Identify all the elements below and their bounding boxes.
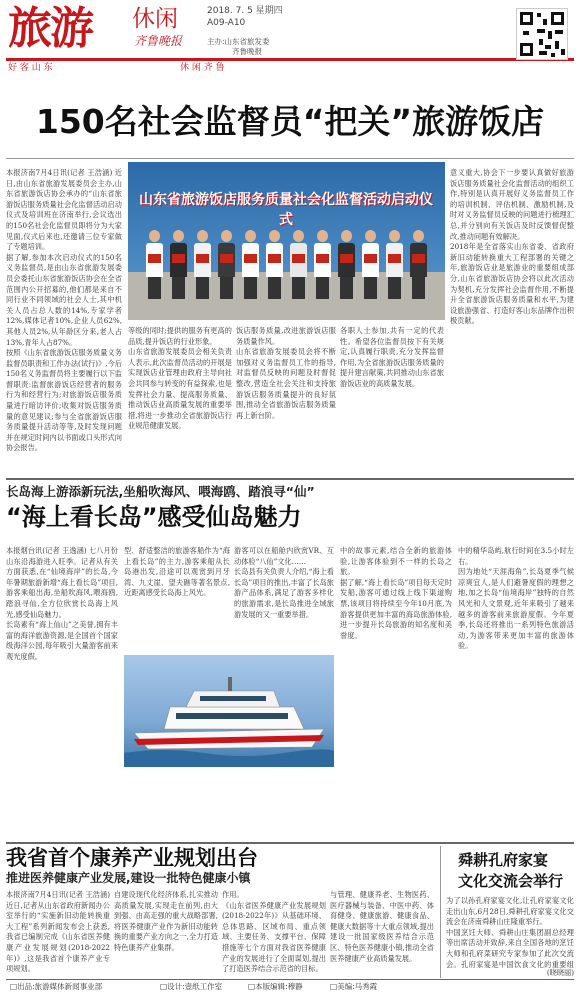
story2-column-3: 游客可以在船舱内欣赏VR、互动体验“八仙”文化…… 长岛县有关负责人介绍,“海上看长岛”项目的推出,丰富了长岛旅游产品体系,满足了游客多样化的旅游需求,是长岛推进全域旅游发展的又一重要举措。 <box>234 546 334 619</box>
event-banner: 山东省旅游饭店服务质量社会化监督活动启动仪式 <box>139 192 433 228</box>
story1-column-4: 各职人士参加,共有一定的代表性。希望各位监督员按下有关规定,认真履行职责,充分发挥监督作用,为全省旅游饭店服务质量的提升建言献策,共同推动山东省旅游饭店业的高质量发展。 <box>340 326 444 388</box>
story2-column-1: 本报烟台讯(记者 王逸涵) 七八月份山东沿海游进入旺季。记者从有关方面获悉,在“仙境海岸”的长岛,今年暑期旅游新增“海上看长岛”项目,游客乘船出海,坐船吹海风,喂海鸥,踏浪寻仙,全方位欣赏长岛海上风光,感受仙岛魅力。 长岛素有“海上仙山”之美誉,拥有丰富的海洋旅游资源,是全国首个国家级海洋公园,每年吸引大量游客前来观光度假。 <box>6 546 118 661</box>
story1-headline: 150名社会监督员“把关”旅游饭店 <box>35 102 545 141</box>
qr-code <box>516 8 568 60</box>
story2-ship-photo <box>124 655 334 767</box>
story4-byline: (晓晓丽) <box>546 968 574 977</box>
footer-editor: □本版编辑:穆静 <box>248 982 303 991</box>
footer-producer: □出品:旅游媒体新闻事业部 <box>10 982 103 991</box>
story1-column-2: 等级的同时;提供的服务有更高的品质,提升饭店的行业形象。 山东省旅游发展委员会相关负责人表示,此次监督员活动的开展是实现饭店业管理由政府主导向社会共同参与转变的有益探索,也是发挥社会力量、提高服务质量、推动饭店业高质量发展的重要举措,将进一步推动全省旅游饭店行业规范健康发展。 <box>128 326 232 431</box>
brand-logo: 齐鲁晚报 <box>134 34 183 48</box>
story3-column-2: 自建设现代化经济体系,扎实推动高质量发展,实现走在前列,由大到强、由高走强的重大战略部署,将医养健康产业作为新旧动能转换的重要产业方向之一,全力打造特色康养产业集群。 <box>114 890 218 952</box>
masthead-title: 旅游 <box>8 3 92 54</box>
page-numbers: A09-A10 <box>207 18 246 28</box>
story2-headline: “海上看长岛”感受仙岛魅力 <box>6 503 302 531</box>
story4-body: 为了以孙孔府家宴文化,让孔府家宴文化走出山东,6月28日,舜耕孔府家宴文化交流会在济南舜耕山庄隆重举行。 中国烹饪大师、舜耕山庄集团副总经理等出席活动并致辞,来自全国各地的烹饪大师和孔府菜研究专家参加了此次交流会。孔府家宴是中国饮食文化的重要组 <box>446 896 574 968</box>
footer-rule <box>6 979 574 980</box>
story4-headline-line1: 舜耕孔府家宴 <box>458 851 549 869</box>
story3-column-3: 作用。 《山东省医养健康产业发展规划(2018-2022年)》从基础环境、总体思路、区域布局、重点领域、主要任务、支撑平台、保障措施等七个方面对我省医养健康产业的发展进行了全面谋划,提出了打造医养结合示范省的目标。 <box>222 890 326 974</box>
story4-headline-line2: 文化交流会举行 <box>458 872 564 890</box>
story2-kicker: 长岛海上游添新玩法,坐船吹海风、喂海鸥、踏浪寻“仙” <box>6 484 315 499</box>
co-sponsor: 齐鲁晚报 <box>232 47 262 56</box>
story2-column-5: 中的精华岛屿,航行时间在3.5小时左右。 因为地处“天涯海角”,长岛夏季气候凉爽宜人,是人们避暑度假的理想之地,加之长岛“仙境海岸”独特的自然风光和人文景观,近年来吸引了越来越多的游客前来旅游度假。今年夏季,长岛还将推出一系列特色旅游活动,为游客带来更加丰富的旅游体验。 <box>458 546 574 651</box>
story1-column-1: 本报济南7月4日讯(记者 王浩涵) 近日,由山东省旅游发展委员会主办,山东省旅游饭店协会承办的“山东省旅游饭店服务质量社会化监督活动启动仪式及培训班在济南举行,会议选出的150名社会化监督员即将分为大家见面,仪式后来也,还邀请三位专家做了专题培训。 据了解,参加本次启动仪式的150名义务监督员,是由山东省旅游发展委员会委托山东省旅游饭店协会在全省范围内公开招募的,他们都是来自不同行业不同领域的社会人士,其中机关人员占总人数的14%,专家学者12%,媒体记者10%,企业人员62%,其他人员2%,从年龄区分来,老人占13%,青年人占87%。 按照《山东省旅游饭店服务质量义务监督员职责和工作办法(试行)》,今后150名义务监督员将主要履行以下监督职责:监督旅游饭店经营者的服务行为和经营行为;对旅游饭店服务质量进行暗访评价;收集对饭店服务质量的意见建议;参与全省旅游饭店服务质量提升活动等等,及时发现问题并在规定时间内以书面或口头形式向协会报告。 <box>6 168 122 453</box>
story1-column-5: 意义重大,协会下一步要认真做好旅游饭店服务质量社会化监督活动的组织工作,特别是认真开展好义务监督员工作的培训机制、评估机制、激励机制,及时对义务监督员反映的问题进行梳理汇总,并分别向有关饭店及时反馈督促整改,推动问题有效解决。 2018年是全省落实山东省委、省政府新旧动能转换重大工程部署的关键之年,旅游饭店业是旅游业的重要组成部分,山东省旅游饭店协会将以此次活动为契机,充分发挥社会监督作用,不断提升全省旅游饭店服务质量和水平,为建设旅游强省、打造好客山东品牌作出积极贡献。 <box>450 168 574 326</box>
ship-illustration <box>124 655 334 767</box>
slogan-left: 好 客 山 东 <box>8 63 53 73</box>
sponsor: 主办:山东省旅发委 <box>207 37 270 46</box>
story2-column-2: 型、舒适整洁的旅游客船作为“海上看长岛”的主力,游客乘船从长岛港出发,沿途可以观赏到月牙湾、九丈崖、望夫礁等著名景点,近距离感受长岛海上风光。 <box>124 546 230 598</box>
masthead-rule <box>6 58 574 61</box>
story1-column-3: 饭店服务质量,改进旅游饭店服务质量作风。 山东省旅游发展委员会将不断加强对义务监督员工作的指导,对监督员反映的问题及时督促整改,营造全社会关注和支持旅游饭店服务质量提升的良好氛围,推动全省旅游饭店服务质量再上新台阶。 <box>236 326 336 420</box>
story2-column-2b <box>124 772 334 842</box>
story3-column-4: 与管理、健康养老、生物医药、医疗器械与装备、中医中药、体育健身、健康旅游、健康食品、健康大数据等十大重点领域,提出建设一批国家级医养结合示范区、特色医养健康小镇,推动全省医养健康产业高质量发展。 <box>330 890 434 963</box>
story2-column-4: 中的故事元素,结合全新的旅游体验,让游客体验到不一样的长岛之旅。 据了解,“海上看长岛”项目每天定时发船,游客可通过线上线下渠道购票,该项目将持续至今年10月底,为游客提供更加丰富的海岛旅游体验,进一步提升长岛旅游的知名度和美誉度。 <box>340 546 452 640</box>
story3-headline: 我省首个康养产业规划出台 <box>6 846 258 870</box>
column-divider <box>440 846 441 978</box>
story3-column-1: 本报济南7月4日讯(记者 王浩涵) 近日,记者从山东省政府新闻办公室举行的“实施新旧动能转换重大工程”系列新闻发布会上获悉,我省已编制完成《山东省医养健康产业发展规划(2018-2022年)》,这是我省首个康养产业专项规划。 <box>6 890 110 974</box>
slogan-right: 休 闲 齐 鲁 <box>180 63 225 73</box>
story3-deck: 推进医养健康产业发展,建设一批特色健康小镇 <box>6 871 251 885</box>
divider <box>6 478 574 480</box>
masthead-subtitle: 休闲 <box>132 6 178 32</box>
footer-design: □设计:壹纸工作室 <box>160 982 223 991</box>
divider <box>6 158 574 159</box>
footer-art-editor: □美编:马秀霞 <box>330 982 378 991</box>
issue-date: 2018. 7. 5 星期四 <box>207 6 283 16</box>
story1-photo <box>128 162 445 320</box>
